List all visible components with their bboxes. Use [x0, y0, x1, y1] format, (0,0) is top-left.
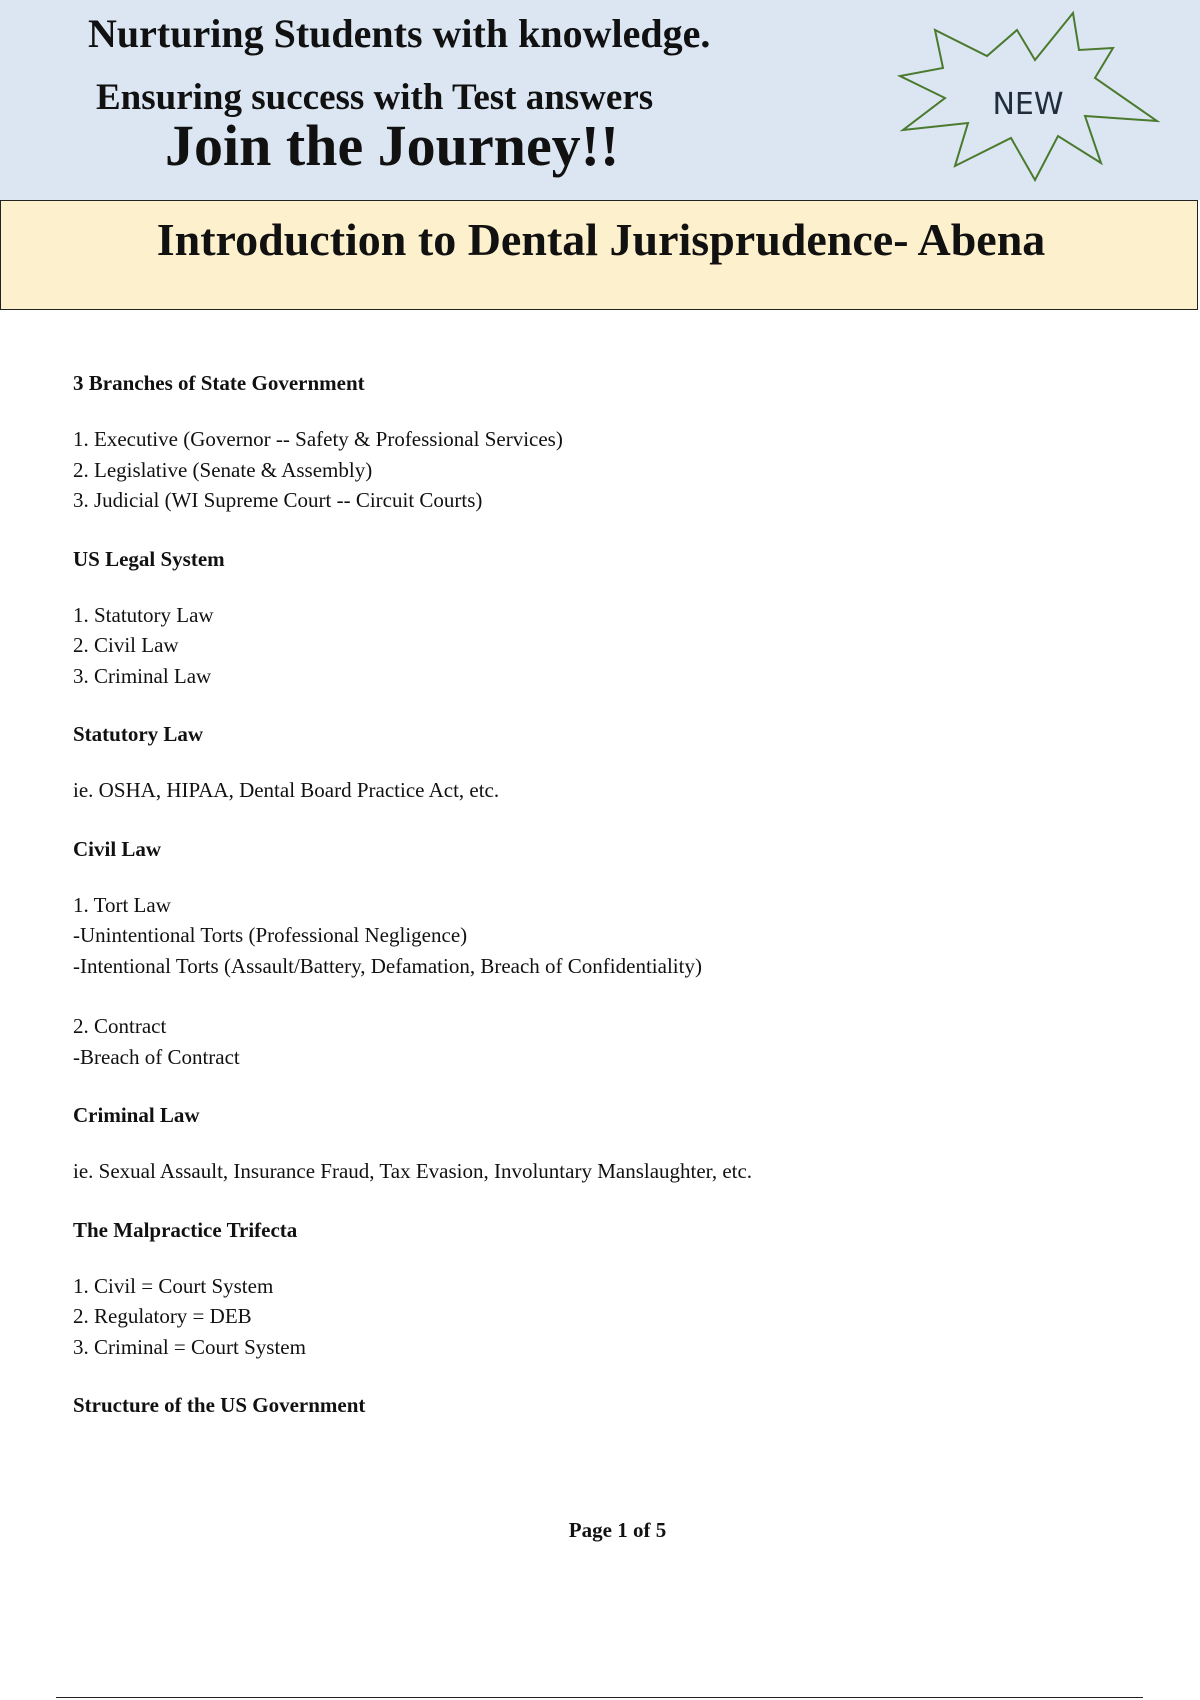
section-heading: Structure of the US Government [73, 1393, 366, 1417]
section-statutory-law [73, 719, 1153, 806]
list-item: 3. Judicial (WI Supreme Court -- Circuit Courts) [73, 488, 483, 512]
list-item: -Breach of Contract [73, 1044, 240, 1069]
document-title: Introduction to Dental Jurisprudence- Abena [156, 214, 1046, 265]
section-list [73, 775, 1153, 806]
list-item: 1. Tort Law [73, 892, 171, 917]
footer-divider [56, 1697, 1143, 1698]
section-us-government [73, 1390, 1153, 1420]
list-item: 3. Criminal = Court System [73, 1334, 306, 1359]
list-item: 3. Criminal Law [73, 663, 212, 688]
list-item: ie. Sexual Assault, Insurance Fraud, Tax Evasion, Involuntary Manslaughter, etc. [73, 1159, 753, 1183]
section-heading: Criminal Law [73, 1103, 200, 1127]
section-list [73, 424, 1153, 516]
list-item: 1. Civil = Court System [73, 1273, 274, 1298]
section-heading: The Malpractice Trifecta [73, 1217, 298, 1242]
section-criminal-law [73, 1100, 1153, 1187]
section-civil-law [73, 834, 1153, 1073]
list-item: -Intentional Torts (Assault/Battery, Defamation, Breach of Confidentiality) [73, 953, 702, 978]
section-list [73, 600, 1153, 692]
list-item: -Unintentional Torts (Professional Negligence) [73, 923, 468, 947]
list-item: 1. Statutory Law [73, 602, 214, 627]
section-malpractice-trifecta [73, 1215, 1153, 1363]
list-item: 2. Legislative (Senate & Assembly) [73, 457, 373, 482]
section-list [73, 890, 1153, 982]
list-item: 1. Executive (Governor -- Safety & Professional Services) [73, 427, 563, 451]
list-item: ie. OSHA, HIPAA, Dental Board Practice Act, etc. [73, 778, 500, 802]
list-item: 2. Regulatory = DEB [73, 1304, 252, 1328]
section-list [73, 1271, 1153, 1363]
section-list [73, 1156, 1153, 1187]
section-heading: Civil Law [73, 836, 162, 861]
section-heading: 3 Branches of State Government [73, 371, 365, 395]
section-legal-system [73, 544, 1153, 692]
document-body [73, 368, 1153, 1446]
list-item: 2. Contract [73, 1014, 167, 1038]
banner-tagline-3: Join the Journey!! [165, 113, 620, 178]
section-heading: Statutory Law [73, 722, 204, 746]
document-title-box [0, 200, 1198, 310]
banner-tagline-1: Nurturing Students with knowledge. [88, 11, 711, 56]
banner-tagline-2: Ensuring success with Test answers [96, 77, 654, 118]
promo-banner [0, 0, 1200, 200]
section-list [73, 1011, 1153, 1072]
section-branches [73, 368, 1153, 516]
list-item: 2. Civil Law [73, 633, 179, 657]
section-heading: US Legal System [73, 546, 225, 571]
new-starburst-icon [895, 8, 1165, 198]
new-badge-label: NEW [992, 87, 1064, 122]
page-number: Page 1 of 5 [568, 1518, 667, 1542]
